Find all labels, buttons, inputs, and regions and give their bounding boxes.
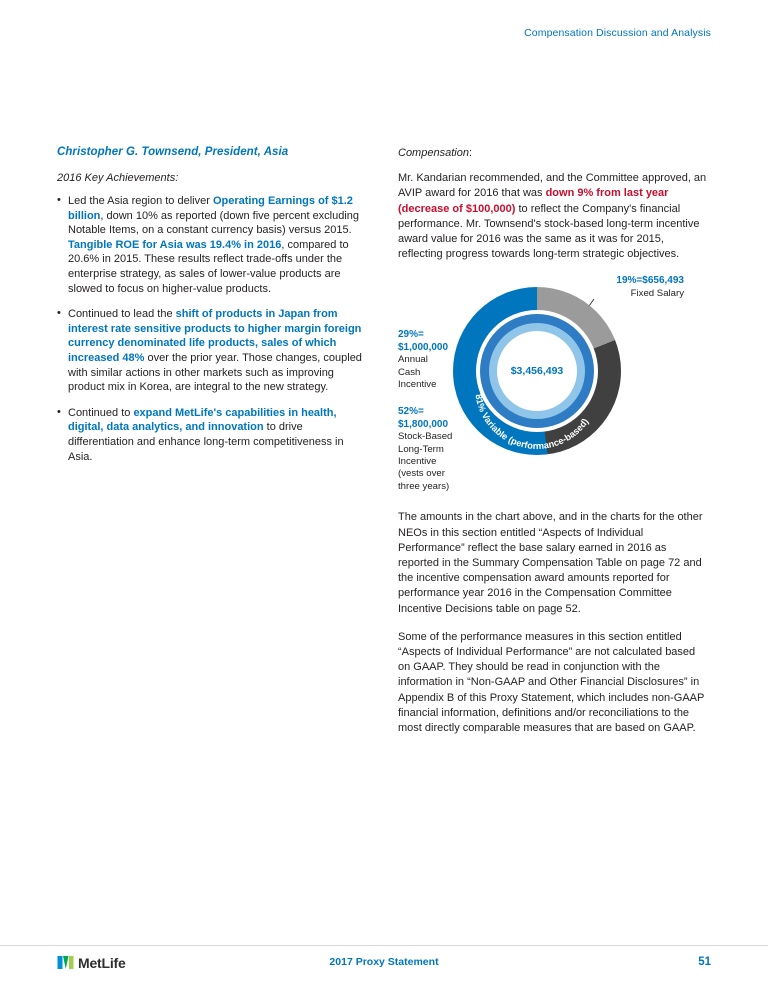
legend-stock-name-line-4: (vests over [398, 468, 445, 480]
compensation-heading: Compensation: [398, 147, 472, 159]
donut-center-total: $3,456,493 [510, 365, 564, 378]
legend-fixed-name: Fixed Salary [630, 287, 684, 299]
compensation-donut-chart [398, 275, 710, 510]
left-column [57, 146, 367, 475]
page-header-section-title: Compensation Discussion and Analysis [524, 27, 711, 39]
footer-divider [0, 945, 768, 946]
legend-stock-name-line-2: Long-Term [398, 443, 444, 455]
footer-document-title: 2017 Proxy Statement [329, 956, 439, 968]
legend-annual-cash-incentive [398, 329, 468, 391]
legend-stock-name-line-3: Incentive [398, 456, 437, 468]
svg-text:81% Variable (performance-base: 81% Variable (performance-based) [473, 393, 591, 452]
donut-graphic [453, 287, 621, 455]
legend-stock-long-term-incentive [398, 406, 470, 493]
executive-name-title: Christopher G. Townsend, President, Asia [57, 146, 289, 158]
page-footer [57, 954, 711, 984]
key-achievements-heading: 2016 Key Achievements: [57, 172, 179, 184]
legend-annual-name-line-3: Incentive [398, 379, 437, 391]
legend-stock-name-line-5: three years) [398, 480, 450, 492]
bullet-text-1: Led the Asia region to deliver Operating Earnings of $1.2 billion, down 10% as reported (down five percent excluding Notable Items, on a constant currency basis) versus 2015. Tangible ROE for Asia was 19.4% in 2016, compared to 20.6% in 2015. These results reflect trade-offs under the enterprise strategy, as sales of lower-value products are slowed to focus on higher-value products. [68, 195, 360, 295]
legend-fixed-salary [564, 275, 714, 300]
list-item [57, 194, 367, 296]
list-item [57, 406, 367, 464]
legend-stock-percent: 52%= [398, 406, 424, 418]
chart-note-paragraph: The amounts in the chart above, and in the charts for the other NEOs in this section entitled “Aspects of Individual Performance” reflect the base salary earned in 2016 as reported in the Summary Compensation Table on page 72 and the incentive compensation award amounts reported for performance year 2016 in the Compensation Committee Incentive Decisions table on page 52. [398, 511, 703, 615]
variable-arc-label [453, 287, 621, 455]
compensation-paragraph-1: Mr. Kandarian recommended, and the Committee approved, an AVIP award for 2016 that was down 9% from last year (decrease of $100,000) to reflect the Company's financial performance. Mr. Townsend's stock-based long-term incentive award value for 2016 was the same as it was for 2015, reflecting progress towards long-term strategic objectives. [398, 172, 707, 261]
bullet-text-2: Continued to lead the shift of products in Japan from interest rate sensitive products to higher margin foreign currency denominated life products, sales of which increased 48% over the prior year. Those changes, coupled with similar actions in other markets such as improving product mix in Korea, are integral to the new strategy. [68, 308, 362, 394]
legend-fixed-percent-amount: 19%=$656,493 [616, 275, 684, 287]
legend-annual-percent: 29%= [398, 329, 424, 341]
legend-stock-amount: $1,800,000 [398, 418, 449, 430]
bullet-text-3: Continued to expand MetLife's capabilities in health, digital, data analytics, and innovation to drive differentiation and enhance long-term competitiveness in Asia. [68, 406, 344, 463]
legend-stock-name-line-1: Stock-Based [398, 431, 453, 443]
key-achievements-list [57, 194, 367, 464]
footer-page-number: 51 [698, 956, 711, 968]
right-column [398, 146, 710, 749]
legend-annual-amount: $1,000,000 [398, 341, 449, 353]
non-gaap-paragraph: Some of the performance measures in this section entitled “Aspects of Individual Performance” are not calculated based on GAAP. They should be read in conjunction with the information in “Non-GAAP and Other Financial Disclosures” in Appendix B of this Proxy Statement, which includes non-GAAP financial information, definitions and/or reconciliations to the most directly comparable measures that are based on GAAP. [398, 630, 705, 735]
legend-annual-name-line-2: Cash [398, 366, 421, 378]
list-item [57, 307, 367, 395]
legend-annual-name-line-1: Annual [398, 354, 428, 366]
metlife-logo-text: MetLife [78, 954, 126, 971]
